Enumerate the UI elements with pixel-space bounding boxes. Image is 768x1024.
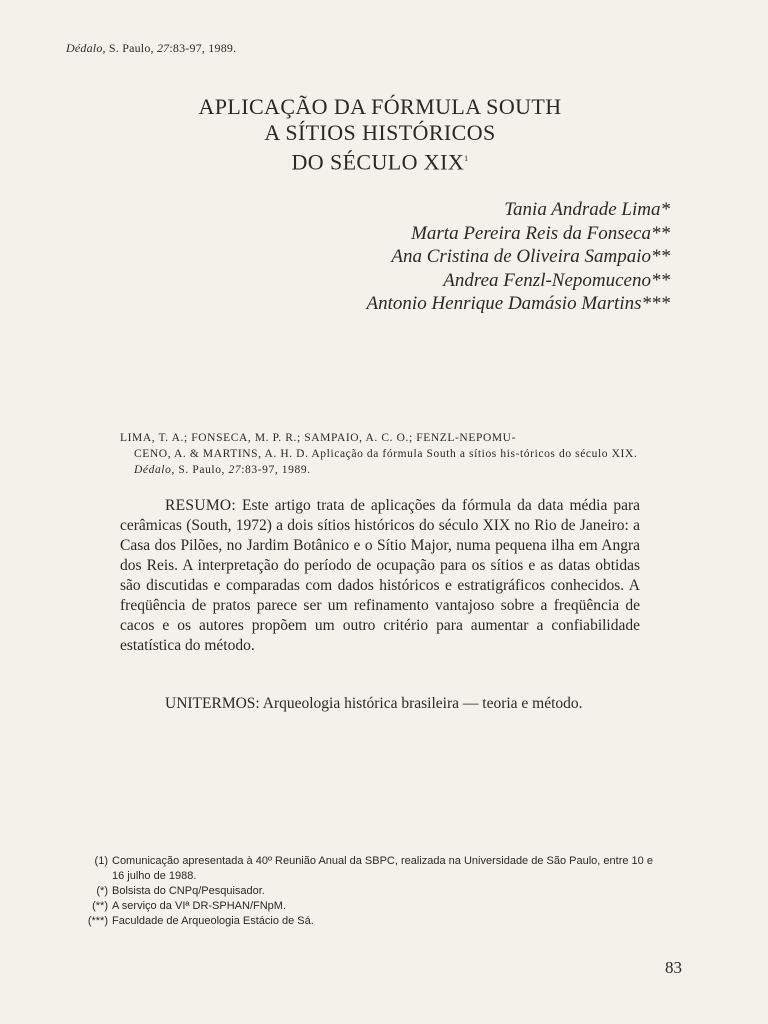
footnote <box>66 914 666 929</box>
keywords-paragraph <box>120 694 640 714</box>
citation-authors: LIMA, T. A.; FONSECA, M. P. R.; SAMPAIO, A. C. O.; FENZL-NEPOMU- <box>120 432 517 444</box>
footnote <box>66 854 666 884</box>
page-number: 83 <box>665 958 682 977</box>
citation-place: , S. Paulo, <box>171 464 229 476</box>
abstract-label: RESUMO: <box>165 497 237 514</box>
author-name: Antonio Henrique Damásio Martins*** <box>366 293 670 314</box>
footnote-mark: (*) <box>96 885 108 897</box>
abstract-paragraph <box>120 496 640 656</box>
footnotes <box>66 854 666 929</box>
footnote <box>66 899 666 914</box>
journal-volume: 27 <box>156 41 170 55</box>
footnote-text: Comunicação apresentada à 40º Reunião Anual da SBPC, realizada na Universidade de São Paulo, entre 10 e 16 julho de 1988. <box>112 855 653 882</box>
citation-pages: :83-97, 1989. <box>241 464 311 476</box>
author-name: Ana Cristina de Oliveira Sampaio** <box>391 246 670 267</box>
title-line-1: APLICAÇÃO DA FÓRMULA SOUTH <box>198 94 562 119</box>
title-line-3 <box>120 146 640 175</box>
journal-pages: :83-97, 1989. <box>169 41 237 55</box>
keywords-label: UNITERMOS: <box>165 695 260 712</box>
journal-name: Dédalo <box>66 41 103 55</box>
footnote <box>66 884 666 899</box>
footnote-text: A serviço da VIª DR-SPHAN/FNpM. <box>112 900 287 912</box>
abstract <box>120 496 640 656</box>
author-name: Tania Andrade Lima* <box>504 199 670 220</box>
footnote-mark: (1) <box>94 855 108 867</box>
footnote-text: Bolsista do CNPq/Pesquisador. <box>112 885 265 897</box>
citation-details <box>120 446 640 478</box>
title-line-3-text: DO SÉCULO XIX <box>291 149 465 175</box>
abstract-text: Este artigo trata de aplicações da fórmula da data média para cerâmicas (South, 1972) a dois sítios históricos do século XIX no Rio de Janeiro: a Casa dos Pilões, no Jardim Botânico e o Sítio Major, numa pequena ilha em Angra dos Reis. A interpretação do período de ocupação para os sítios e as datas obtidas são discutidas e comparadas com dados históricos e estratigráficos conhecidos. A freqüência de pratos parece ser um refinamento vantajoso sobre a freqüência de cacos e os autores propõem um outro critério para aumentar a confiabilidade estatística do método. <box>120 497 640 654</box>
citation-volume: 27 <box>228 464 242 476</box>
citation-title: CENO, A. & MARTINS, A. H. D. Aplicação da fórmula South a sítios his-tóricos do século XIX. <box>134 448 638 460</box>
title-line-2: A SÍTIOS HISTÓRICOS <box>264 120 496 145</box>
author-list <box>367 198 670 316</box>
article-title <box>120 94 640 175</box>
author-name: Marta Pereira Reis da Fonseca** <box>411 222 670 244</box>
footnote-mark: (**) <box>92 900 108 912</box>
footnote-text: Faculdade de Arqueologia Estácio de Sá. <box>112 915 314 927</box>
author-name: Andrea Fenzl-Nepomuceno** <box>443 269 670 291</box>
keywords-text: Arqueologia histórica brasileira — teoria e método. <box>259 695 583 712</box>
citation-journal: Dédalo <box>134 464 172 476</box>
title-footnote-mark: 1 <box>464 154 469 163</box>
journal-place: , S. Paulo, <box>102 41 157 55</box>
footnote-mark: (***) <box>87 915 108 927</box>
bibliographic-citation <box>120 430 640 478</box>
running-head <box>66 41 236 56</box>
keywords <box>120 694 640 714</box>
